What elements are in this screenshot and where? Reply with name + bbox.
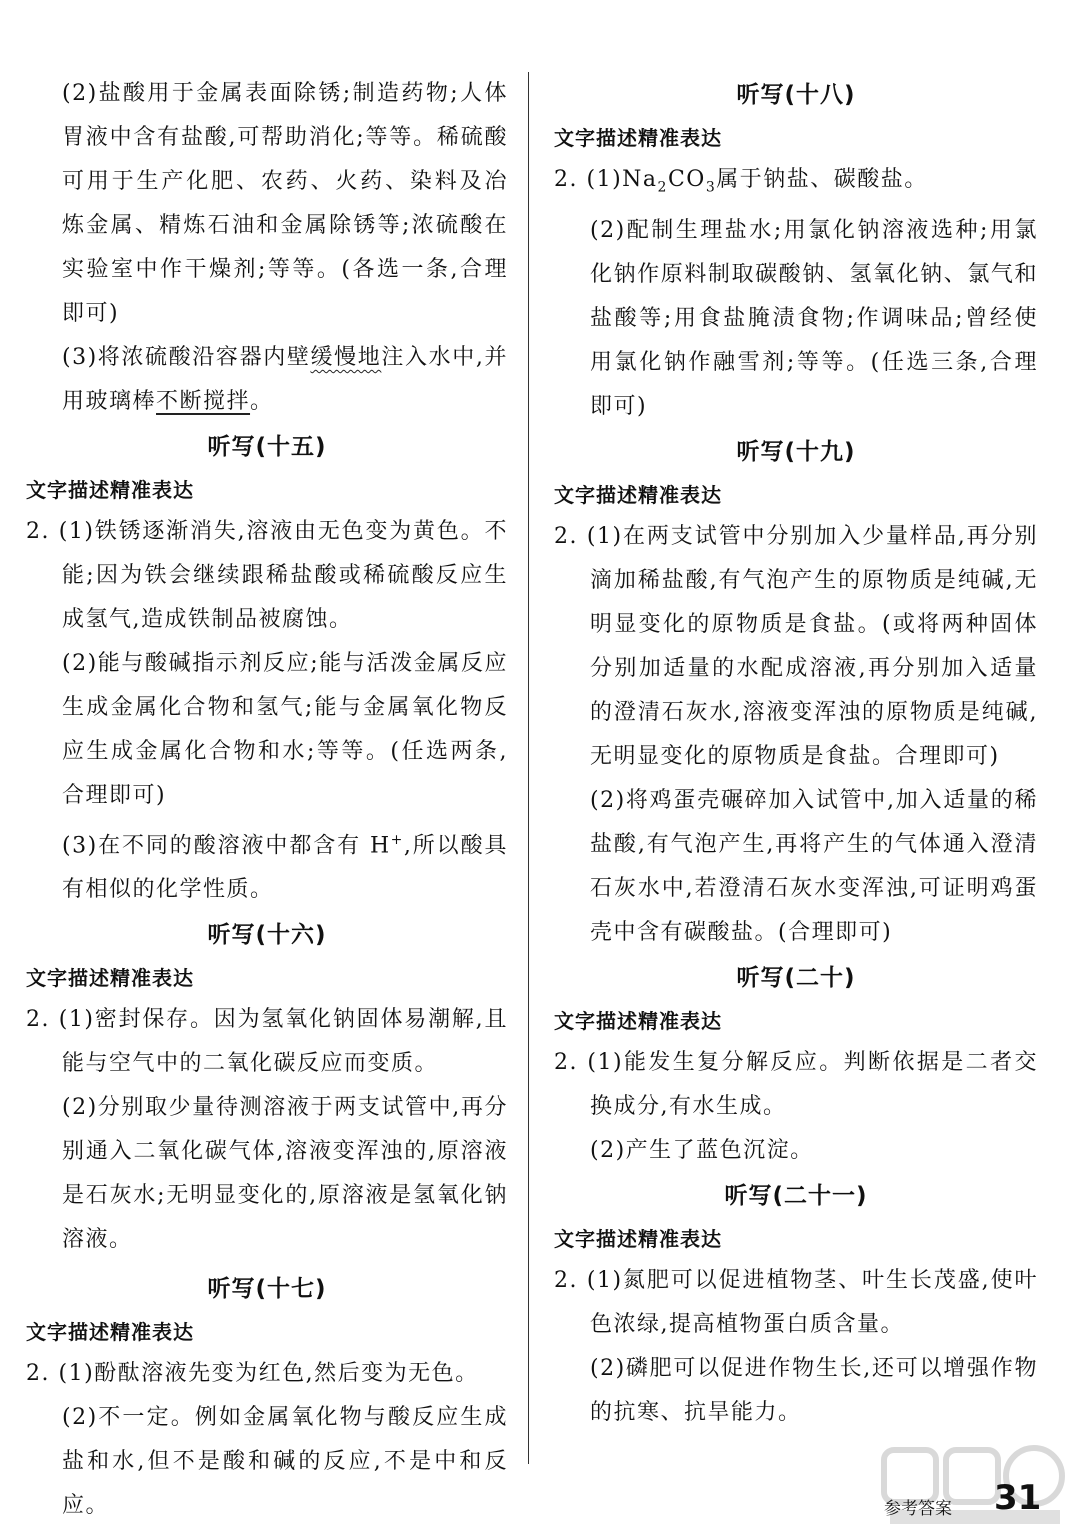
section-heading-16: 听写(十六) [207, 922, 327, 949]
section-heading-18: 听写(十八) [736, 82, 856, 108]
right-column [554, 72, 1038, 1435]
emphasis-wavy: 缓慢地 [310, 345, 382, 370]
answer-15-1: 2. (1)铁锈逐渐消失,溶液由无色变为黄色。不能;因为铁会继续跟稀盐酸或稀硫酸反应生成氢气,造成铁制品被腐蚀。 [26, 519, 508, 632]
answer-20-1: 2. (1)能发生复分解反应。判断依据是二者交换成分,有水生成。 [554, 1050, 1038, 1120]
page-number: 31 [994, 1478, 1042, 1518]
section-heading-17: 听写(十七) [207, 1276, 327, 1303]
answer-21-2: (2)磷肥可以促进作物生长,还可以增强作物的抗寒、抗旱能力。 [590, 1356, 1038, 1426]
answer-15-2: (2)能与酸碱指示剂反应;能与活泼金属反应生成金属化合物和氢气;能与金属氧化物反应生成金属化合物和水;等等。(任选两条,合理即可) [62, 651, 508, 808]
section-heading-21: 听写(二十一) [724, 1183, 868, 1210]
subheading-20: 文字描述精准表达 [554, 1009, 722, 1034]
subheading-16: 文字描述精准表达 [26, 966, 194, 991]
section-heading-20: 听写(二十) [736, 965, 856, 992]
answer-21-1: 2. (1)氮肥可以促进植物茎、叶生长茂盛,使叶色浓绿,提高植物蛋白质含量。 [554, 1268, 1038, 1338]
subheading-19: 文字描述精准表达 [554, 483, 722, 508]
answer-18-2: (2)配制生理盐水;用氯化钠溶液选种;用氯化钠作原料制取碳酸钠、氢氧化钠、氯气和盐酸等;用食盐腌渍食物;作调味品;曾经使用氯化钠作融雪剂;等等。(任选三条,合理即可) [590, 218, 1038, 420]
answer-16-1: 2. (1)密封保存。因为氢氧化钠固体易潮解,且能与空气中的二氧化碳反应而变质。 [26, 1007, 508, 1077]
answer-14-2: (2)盐酸用于金属表面除锈;制造药物;人体胃液中含有盐酸,可帮助消化;等等。稀硫酸可用于生产化肥、农药、火药、染料及冶炼金属、精炼石油和金属除锈等;浓硫酸在实验室中作干燥剂;等等。(各选一条,合理即可) [62, 81, 508, 326]
footer-label: 参考答案 [884, 1499, 952, 1519]
left-column [26, 72, 508, 1528]
answer-14-3: (3)将浓硫酸沿容器内壁缓慢地注入水中,并用玻璃棒不断搅拌。 [62, 345, 508, 414]
answer-15-3: (3)在不同的酸溶液中都含有 H+,所以酸具有相似的化学性质。 [62, 832, 508, 903]
answer-17-1: 2. (1)酚酞溶液先变为红色,然后变为无色。 [26, 1361, 479, 1387]
answer-17-2: (2)不一定。例如金属氧化物与酸反应生成盐和水,但不是酸和碱的反应,不是中和反应。 [62, 1405, 508, 1519]
subheading-17: 文字描述精准表达 [26, 1320, 194, 1345]
emphasis-underline: 不断搅拌 [156, 389, 251, 414]
subheading-21: 文字描述精准表达 [554, 1227, 722, 1252]
section-heading-15: 听写(十五) [207, 434, 327, 460]
answer-20-2: (2)产生了蓝色沉淀。 [590, 1138, 814, 1164]
answer-19-1: 2. (1)在两支试管中分别加入少量样品,再分别滴加稀盐酸,有气泡产生的原物质是纯碱,无明显变化的原物质是食盐。(或将两种固体分别加适量的水配成溶液,再分别加入适量的澄清石灰水,溶液变浑浊的原物质是纯碱,无明显变化的原物质是食盐。合理即可) [554, 524, 1038, 770]
column-divider [528, 72, 529, 1464]
subheading-18: 文字描述精准表达 [554, 126, 722, 150]
answer-19-2: (2)将鸡蛋壳碾碎加入试管中,加入适量的稀盐酸,有气泡产生,再将产生的气体通入澄清石灰水中,若澄清石灰水变浑浊,可证明鸡蛋壳中含有碳酸盐。(合理即可) [590, 788, 1038, 946]
answer-18-1: 2. $(1)Na_2CO_3$属于钠盐、碳酸盐。 [554, 167, 928, 196]
subheading-15: 文字描述精准表达 [26, 478, 194, 502]
section-heading-19: 听写(十九) [736, 439, 856, 466]
answer-16-2: (2)分别取少量待测溶液于两支试管中,再分别通入二氧化碳气体,溶液变浑浊的,原溶液是石灰水;无明显变化的,原溶液是氢氧化钠溶液。 [62, 1095, 508, 1253]
